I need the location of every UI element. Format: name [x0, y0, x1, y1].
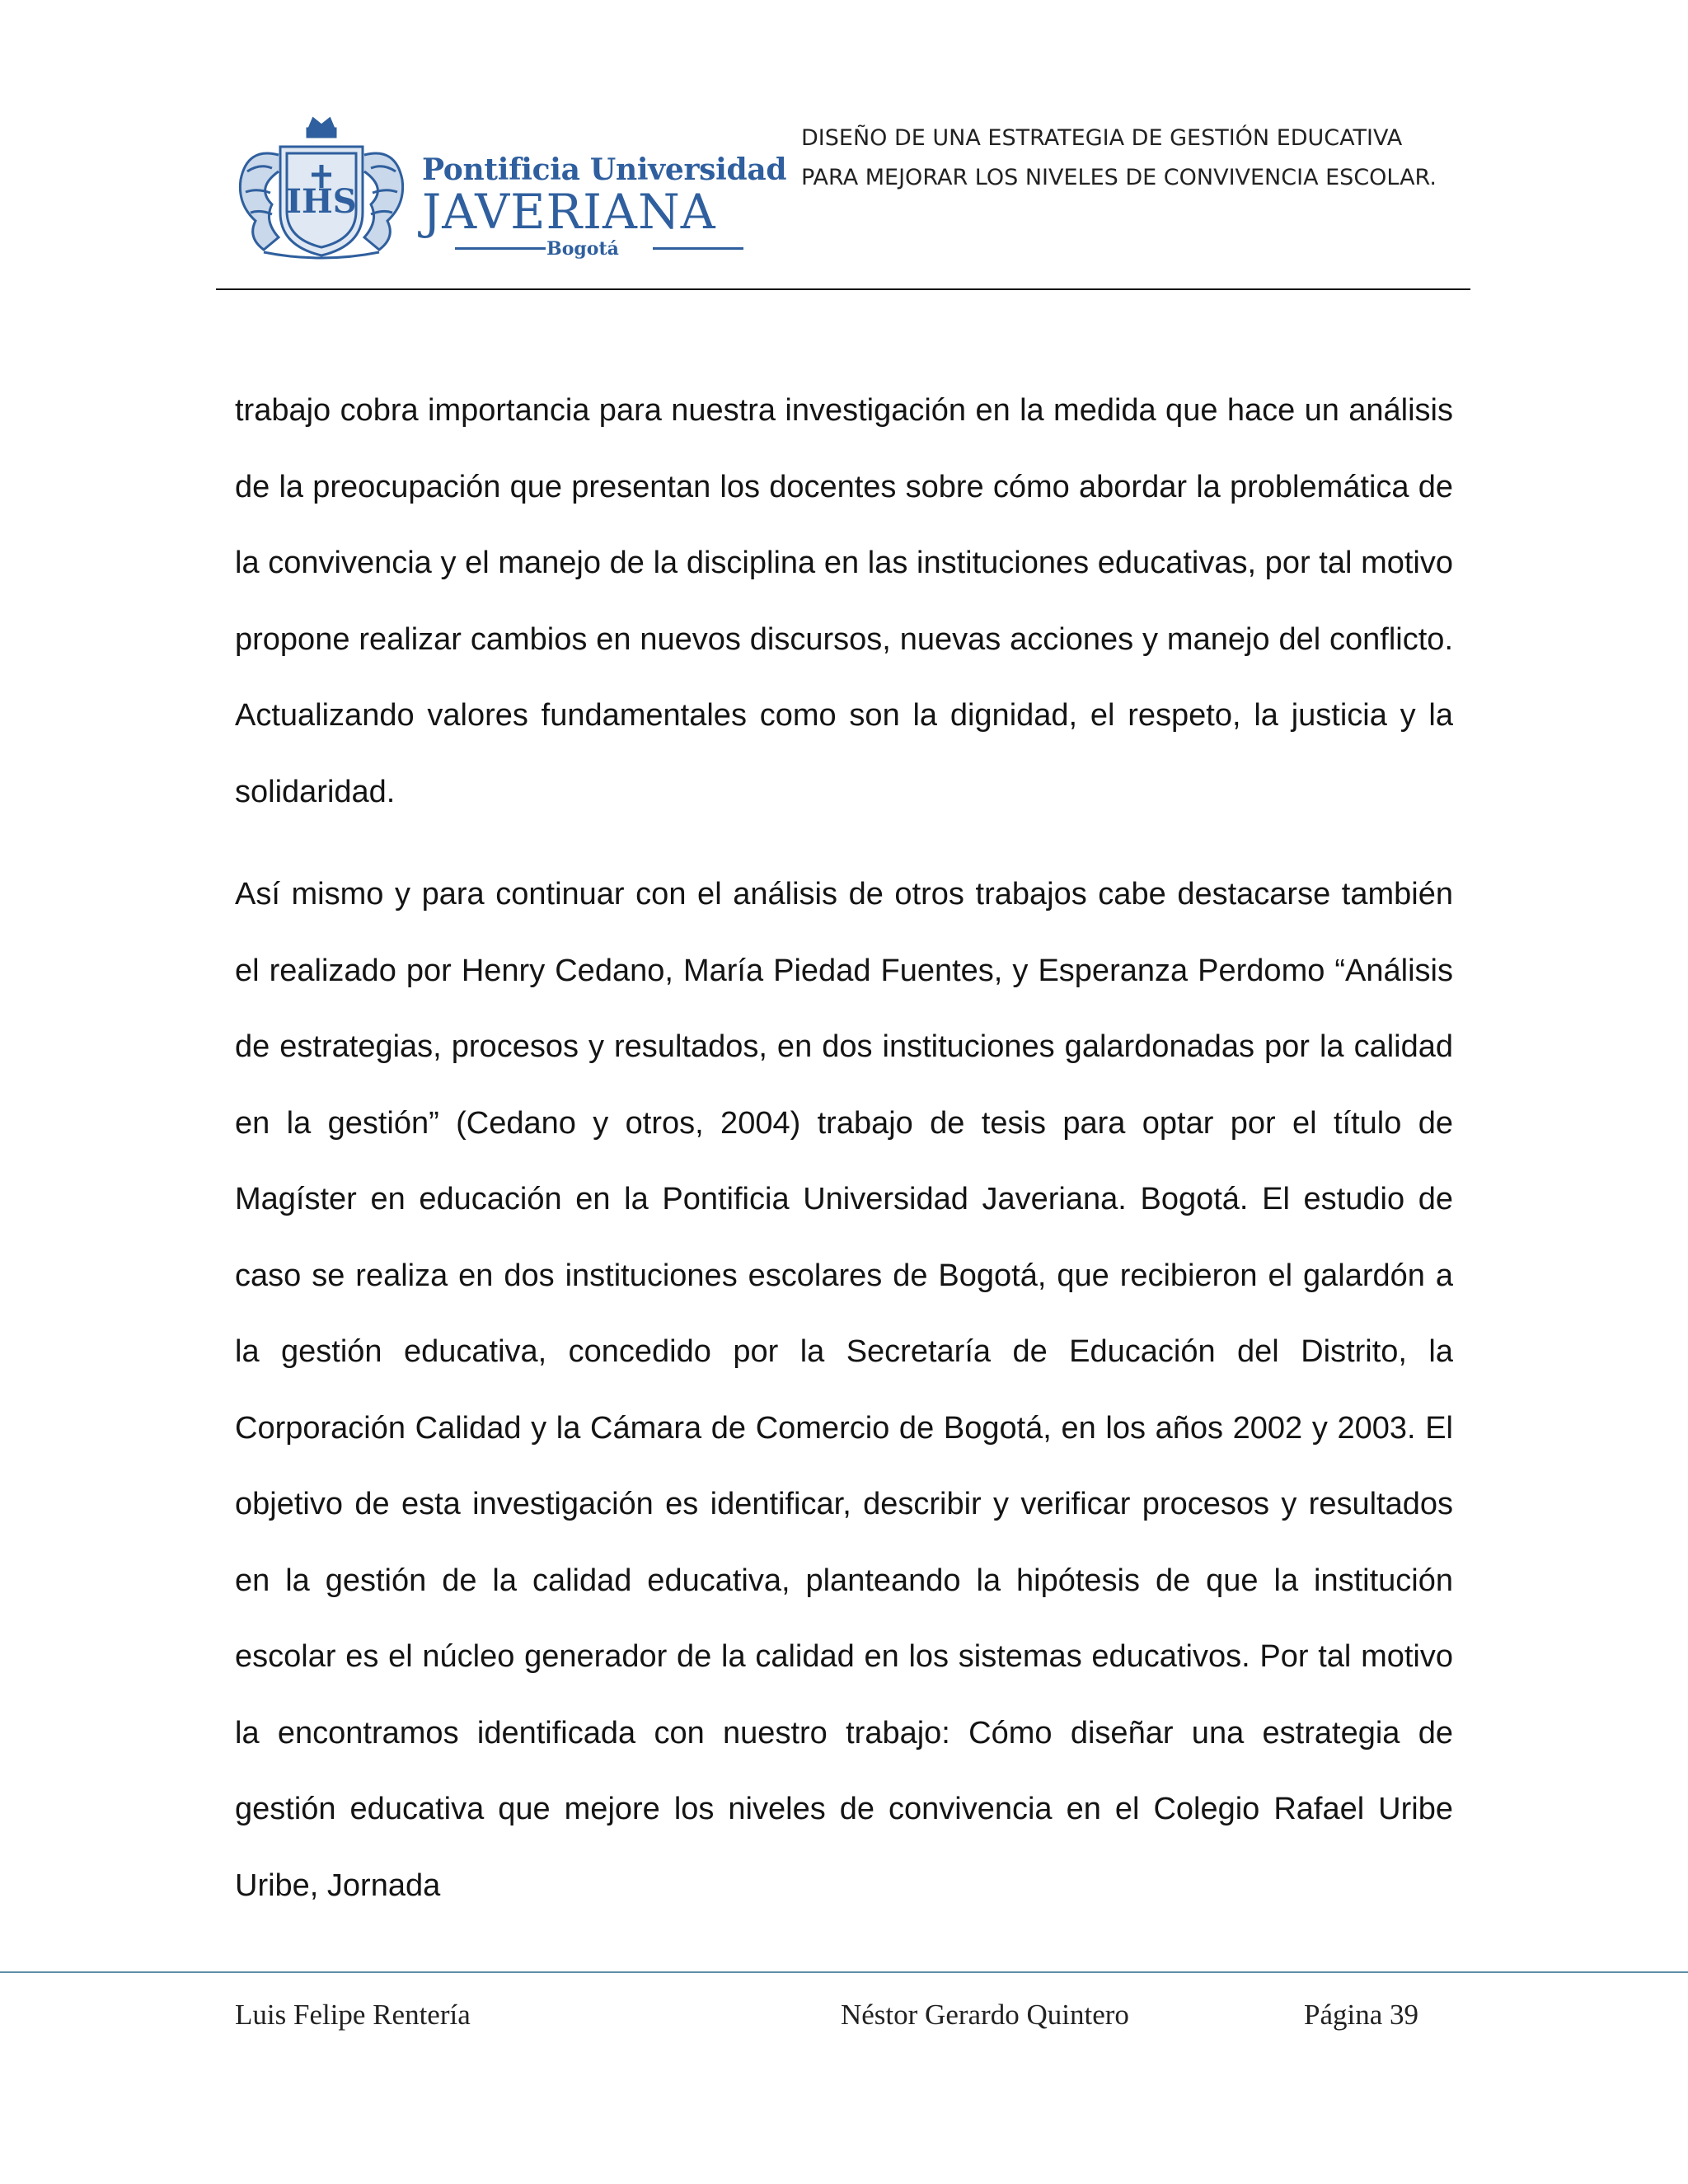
logo-university-line: Pontificia Universidad: [422, 152, 787, 187]
svg-text:IHS: IHS: [286, 182, 357, 221]
header-title-line-1: DISEÑO DE UNA ESTRATEGIA DE GESTIÓN EDUCATIVA: [801, 125, 1403, 151]
logo-name-line: JAVERIANA: [422, 184, 716, 240]
footer-author-1: Luis Felipe Rentería: [235, 1999, 471, 2031]
body-paragraph-2: Así mismo y para continuar con el análisis de otros trabajos cabe destacarse también el realizado por Henry Cedano, María Piedad Fuentes, y Esperanza Perdomo “Análisis de estrategias, procesos y resultados, en dos instituciones galardonadas por la calidad en la gestión” (Cedano y otros, 2004) trabajo de tesis para optar por el título de Magíster en educación en la Pontificia Universidad Javeriana. Bogotá. El estudio de caso se realiza en dos instituciones escolares de Bogotá, que recibieron el galardón a la gestión educativa, concedido por la Secretaría de Educación del Distrito, la Corporación Calidad y la Cámara de Comercio de Bogotá, en los años 2002 y 2003. El objetivo de esta investigación es identificar, describir y verificar procesos y resultados en la gestión de la calidad educativa, planteando la hipótesis de que la institución escolar es el núcleo generador de la calidad en los sistemas educativos. Por tal motivo la encontramos identificada con nuestro trabajo: Cómo diseñar una estrategia de gestión educativa que mejore los niveles de convivencia en el Colegio Rafael Uribe Uribe, Jornada: [235, 877, 1453, 1903]
footer-author-2: Néstor Gerardo Quintero: [841, 1999, 1129, 2031]
page-number: Página 39: [1304, 1999, 1419, 2031]
logo-city: Bogotá: [546, 238, 619, 260]
header-divider: [216, 288, 1470, 290]
university-crest-icon: [231, 114, 412, 262]
logo-rule-right: [653, 247, 743, 250]
logo-wordmark: [422, 152, 787, 260]
footer-divider: [0, 1971, 1688, 1973]
university-logo: [231, 114, 787, 262]
logo-rule-left: [455, 247, 546, 250]
header-title-line-2: PARA MEJORAR LOS NIVELES DE CONVIVENCIA ESCOLAR.: [801, 165, 1437, 190]
logo-city-line: [422, 237, 743, 260]
body-paragraph-1: trabajo cobra importancia para nuestra investigación en la medida que hace un análisis de la preocupación que presentan los docentes sobre cómo abordar la problemática de la convivencia y el manejo de la disciplina en las instituciones educativas, por tal motivo propone realizar cambios en nuevos discursos, nuevas acciones y manejo del conflicto. Actualizando valores fundamentales como son la dignidad, el respeto, la justicia y la solidaridad.: [235, 393, 1453, 809]
running-header-title: [801, 119, 1461, 198]
